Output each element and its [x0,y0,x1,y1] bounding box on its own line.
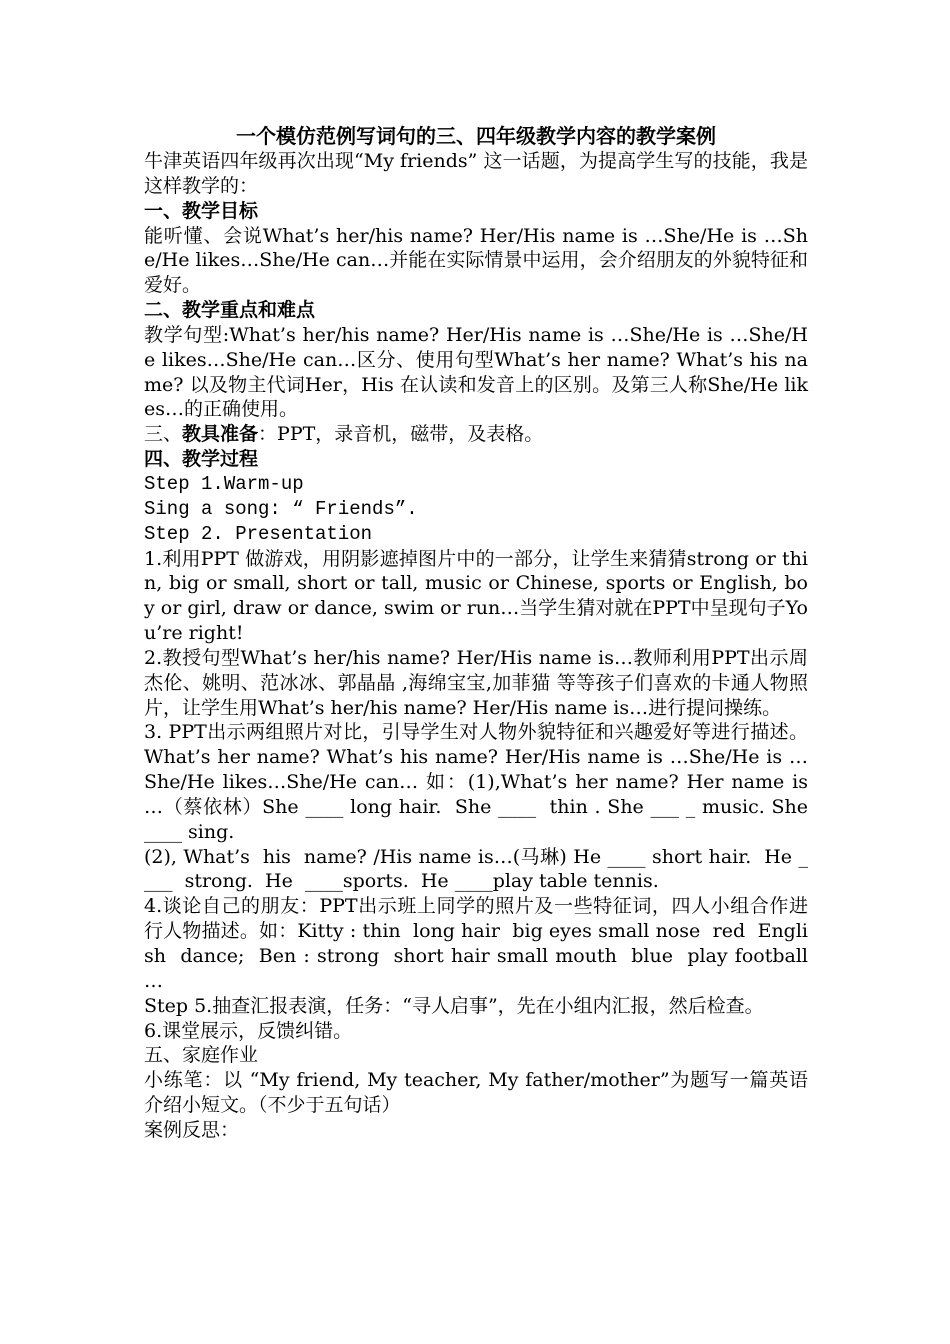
step-1-text: Sing a song: “ Friends”. [144,497,418,520]
section-3-text: ：PPT，录音机，磁带，及表格。 [258,423,544,446]
step-2-title: Step 2. Presentation [144,522,373,545]
section-3-label: 教具准备 [182,423,259,446]
procedure-item-2: 2.教授句型What’s her/his name? Her/His name is…教师利用PPT出示周杰伦、姚明、范冰冰、郭晶晶 ,海绵宝宝,加菲猫 等等孩子们喜欢的卡通人物照片，让学生用What’s her/his name? Her/His name is…进行提问操练。 [144,646,808,719]
procedure-item-4: 4.谈论自己的朋友：PPT出示班上同学的照片及一些特征词，四人小组合作进行人物描述。如：Kitty : thin long hair big eyes small nose red English dance; Ben : strong short hair small mouth blue play football … [144,895,815,992]
section-3-prefix: 三、 [144,423,183,446]
document-body [144,124,815,1143]
intro-paragraph: 牛津英语四年级再次出现“My friends” 这一话题，为提高学生写的技能，我是这样教学的： [144,150,808,197]
section-5-text: 小练笔：以 “My friend, My teacher, My father/mother”为题写一篇英语介绍小短文。（不少于五句话） [144,1069,808,1117]
section-2-heading: 二、教学重点和难点 [144,299,316,322]
procedure-item-5: Step 5.抽查汇报表演，任务：“寻人启事”，先在小组内汇报，然后检查。 [144,994,764,1017]
procedure-item-3: 3. PPT出示两组照片对比，引导学生对人物外貌特征和兴趣爱好等进行描述。What’s her name? What’s his name? Her/His name is …She/He is …She/He likes…She/He can… 如：(1),What’s her name? Her name is …（蔡依林）She ____ long hair. She ____ thin . She ___ _ music. She ____ sing. [144,721,815,843]
procedure-item-3b: (2), What’s his name? /His name is…(马琳) He ____ short hair. He ____ strong. He ____sports. He ____play table tennis. [144,845,808,893]
section-1-text: 能听懂、会说What’s her/his name? Her/His name is …She/He is …She/He likes…She/He can…并能在实际情景中运用，会介绍朋友的外貌特征和爱好。 [144,224,808,297]
procedure-item-6: 6.课堂展示，反馈纠错。 [144,1019,353,1042]
section-2-text: 教学句型:What’s her/his name? Her/His name is …She/He is …She/He likes…She/He can…区分、使用句型What’s her name? What’s his name? 以及物主代词Her，His 在认读和发音上的区别。及第三人称She/He likes…的正确使用。 [144,323,808,421]
section-4-heading: 四、教学过程 [144,448,259,471]
section-3-line [144,422,808,447]
step-1-title: Step 1.Warm-up [144,472,304,495]
reflection-heading: 案例反思： [144,1118,240,1141]
procedure-item-1: 1.利用PPT 做游戏，用阴影遮掉图片中的一部分，让学生来猜猜strong or thin, big or small, short or tall, music or Chinese, sports or English, boy or girl, draw or dance, swim or run…当学生猜对就在PPT中呈现句子You’re right! [144,547,808,645]
section-5-heading: 五、家庭作业 [144,1044,259,1067]
document-title: 一个模仿范例写词句的三、四年级教学内容的教学案例 [236,124,716,148]
section-1-heading: 一、教学目标 [144,199,259,222]
